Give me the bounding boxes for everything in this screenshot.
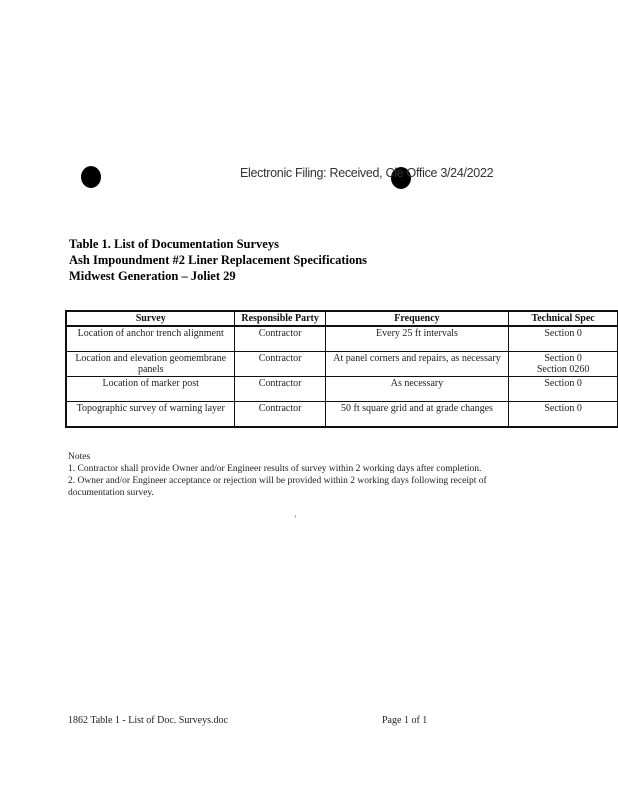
- cell-frequency: As necessary: [325, 377, 508, 402]
- cell-spec: Section 0: [509, 402, 618, 428]
- cell-spec: Section 0 Section 0260: [509, 352, 618, 377]
- survey-table-container: [65, 310, 618, 431]
- note-item-2: 2. Owner and/or Engineer acceptance or rejection will be provided within 2 working days following receipt of documentation survey.: [68, 476, 487, 498]
- punch-hole-left: [81, 166, 101, 188]
- cell-frequency: 50 ft square grid and at grade changes: [325, 402, 508, 428]
- filing-stamp: Electronic Filing: Received, Cle Office 3/24/2022: [240, 166, 494, 180]
- cell-frequency: At panel corners and repairs, as necessary: [325, 352, 508, 377]
- cell-spec: Section 0: [509, 377, 618, 402]
- note-item-1: 1. Contractor shall provide Owner and/or Engineer results of survey within 2 working days after completion.: [68, 464, 482, 474]
- table-title: Table 1. List of Documentation Surveys: [69, 237, 279, 251]
- cell-party: Contractor: [235, 402, 325, 428]
- cell-party: Contractor: [235, 352, 325, 377]
- notes-section: [68, 451, 538, 499]
- footer-page-number: Page 1 of 1: [382, 715, 428, 726]
- table-row: [66, 402, 618, 428]
- cell-party: Contractor: [235, 377, 325, 402]
- site-subtitle: Midwest Generation – Joliet 29: [69, 269, 236, 283]
- header-survey: Survey: [66, 311, 235, 326]
- cell-survey: Location of anchor trench alignment: [66, 326, 235, 352]
- project-subtitle: Ash Impoundment #2 Liner Replacement Specifications: [69, 253, 368, 267]
- title-block: [69, 236, 367, 284]
- header-responsible-party: Responsible Party: [235, 311, 325, 326]
- table-row: [66, 326, 618, 352]
- cell-survey: Location of marker post: [66, 377, 235, 402]
- table-header-row: [66, 311, 618, 326]
- cell-party: Contractor: [235, 326, 325, 352]
- cell-spec: Section 0: [509, 326, 618, 352]
- cell-survey: Location and elevation geomembrane panels: [66, 352, 235, 377]
- table-row: [66, 377, 618, 402]
- header-frequency: Frequency: [325, 311, 508, 326]
- stray-mark: ’: [294, 514, 297, 523]
- cell-frequency: Every 25 ft intervals: [325, 326, 508, 352]
- cell-survey: Topographic survey of warning layer: [66, 402, 235, 428]
- table-row: [66, 352, 618, 377]
- notes-heading: Notes: [68, 452, 91, 462]
- survey-table: [65, 310, 618, 428]
- header-technical-spec: Technical Spec: [509, 311, 618, 326]
- footer-filename: 1862 Table 1 - List of Doc. Surveys.doc: [68, 715, 228, 726]
